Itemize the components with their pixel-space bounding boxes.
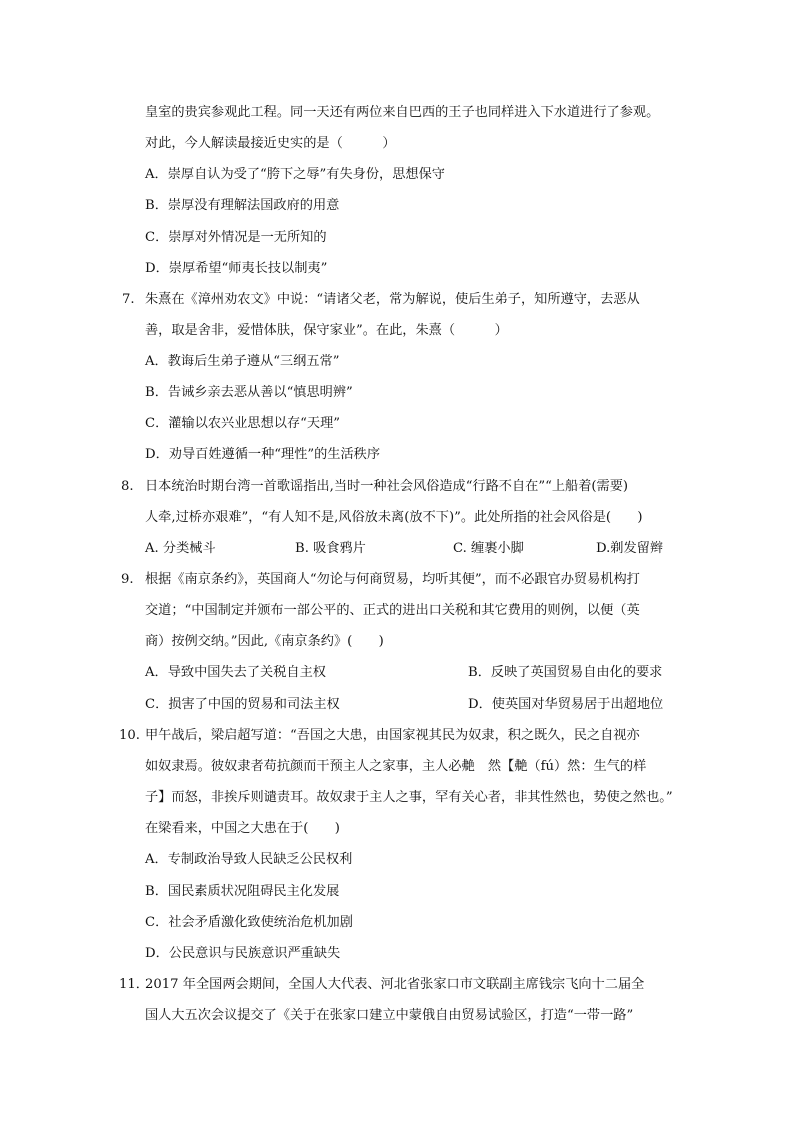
q7-option-a[interactable]: A．教诲后生弟子遵从“三纲五常” <box>145 354 340 369</box>
q10-line-2: 如奴隶焉。彼奴隶者苟抗颜而干预主人之家事，主人必艴 然【艴（fú）然：生气的样 <box>145 759 647 774</box>
q8-option-a[interactable]: A. 分类械斗 <box>145 541 216 556</box>
q11-line-1: 2017 年全国两会期间，全国人大代表、河北省张家口市文联副主席钱宗飞向十二届全 <box>145 977 645 992</box>
q9-option-c[interactable]: C．损害了中国的贸易和司法主权 <box>145 697 340 712</box>
q10-line-1: 甲午战后，梁启超写道：“吾国之大患，由国家视其民为奴隶，积之既久，民之自视亦 <box>145 728 640 743</box>
q6-option-b[interactable]: B．崇厚没有理解法国政府的用意 <box>145 198 340 213</box>
q8-option-b[interactable]: B. 吸食鸦片 <box>295 541 366 556</box>
q9-option-a[interactable]: A．导致中国失去了关税自主权 <box>145 665 326 680</box>
q10-line-4: 在梁看来，中国之大患在于( ) <box>145 821 340 836</box>
q6-option-d[interactable]: D．崇厚希望“师夷长技以制夷” <box>145 261 328 276</box>
q9-option-d[interactable]: D．使英国对华贸易居于出超地位 <box>468 697 664 712</box>
q8-number: 8. <box>121 479 134 494</box>
q7-line-2: 善，取是舍非，爱惜体肤，保守家业”。在此，朱熹（ ） <box>145 323 508 338</box>
q8-line-1: 日本统治时期台湾一首歌谣指出,当时一种社会风俗造成“行路不自在”“上船着(需要) <box>145 479 629 494</box>
q7-option-d[interactable]: D．劝导百姓遵循一种“理性”的生活秩序 <box>145 447 381 462</box>
q8-line-2: 人牵,过桥亦艰难”，“有人知不是,风俗放未离(放不下)”。此处所指的社会风俗是( ) <box>145 510 643 525</box>
q6-option-a[interactable]: A．崇厚自认为受了“胯下之辱”有失身份，思想保守 <box>145 167 445 182</box>
q10-option-c[interactable]: C．社会矛盾激化致使统治危机加剧 <box>145 915 353 930</box>
q9-option-b[interactable]: B．反映了英国贸易自由化的要求 <box>468 665 663 680</box>
q9-line-3: 商）按例交纳。”因此,《南京条约》( ) <box>145 634 384 649</box>
q7-option-b[interactable]: B．告诫乡亲去恶从善以“慎思明辨” <box>145 385 353 400</box>
q10-option-d[interactable]: D．公民意识与民族意识严重缺失 <box>145 946 341 961</box>
q11-line-2: 国人大五次会议提交了《关于在张家口建立中蒙俄自由贸易试验区，打造“一带一路” <box>145 1008 634 1023</box>
q7-option-c[interactable]: C．灌输以农兴业思想以存“天理” <box>145 416 341 431</box>
q10-line-3: 子】而怒，非挨斥则谴责耳。故奴隶于主人之事，罕有关心者，非其性然也，势使之然也。” <box>145 790 673 805</box>
q8-option-c[interactable]: C. 缠裹小脚 <box>453 541 524 556</box>
q6-option-c[interactable]: C．崇厚对外情况是一无所知的 <box>145 230 327 245</box>
q9-number: 9. <box>121 572 134 587</box>
q11-number: 11． <box>119 977 149 992</box>
q10-option-a[interactable]: A．专制政治导致人民缺乏公民权利 <box>145 852 353 867</box>
q6-line-2: 对此，今人解读最接近史实的是（ ） <box>145 136 396 151</box>
q9-line-2: 交道；“中国制定并颁布一部公平的、正式的进出口关税和其它费用的则例，以便（英 <box>145 603 640 618</box>
q9-line-1: 根据《南京条约》，英国商人“勿论与何商贸易，均听其便”，而不必跟官办贸易机构打 <box>145 572 640 587</box>
q10-number: 10. <box>119 728 140 743</box>
q6-line-1: 皇室的贵宾参观此工程。同一天还有两位来自巴西的王子也同样进入下水道进行了参观。 <box>145 105 660 120</box>
q8-option-d[interactable]: D.剃发留辫 <box>596 541 664 556</box>
q7-number: 7. <box>122 292 135 307</box>
q10-option-b[interactable]: B．国民素质状况阻碍民主化发展 <box>145 884 340 899</box>
q7-line-1: 朱熹在《漳州劝农文》中说：“请诸父老，常为解说，使后生弟子，知所遵守，去恶从 <box>145 292 640 307</box>
